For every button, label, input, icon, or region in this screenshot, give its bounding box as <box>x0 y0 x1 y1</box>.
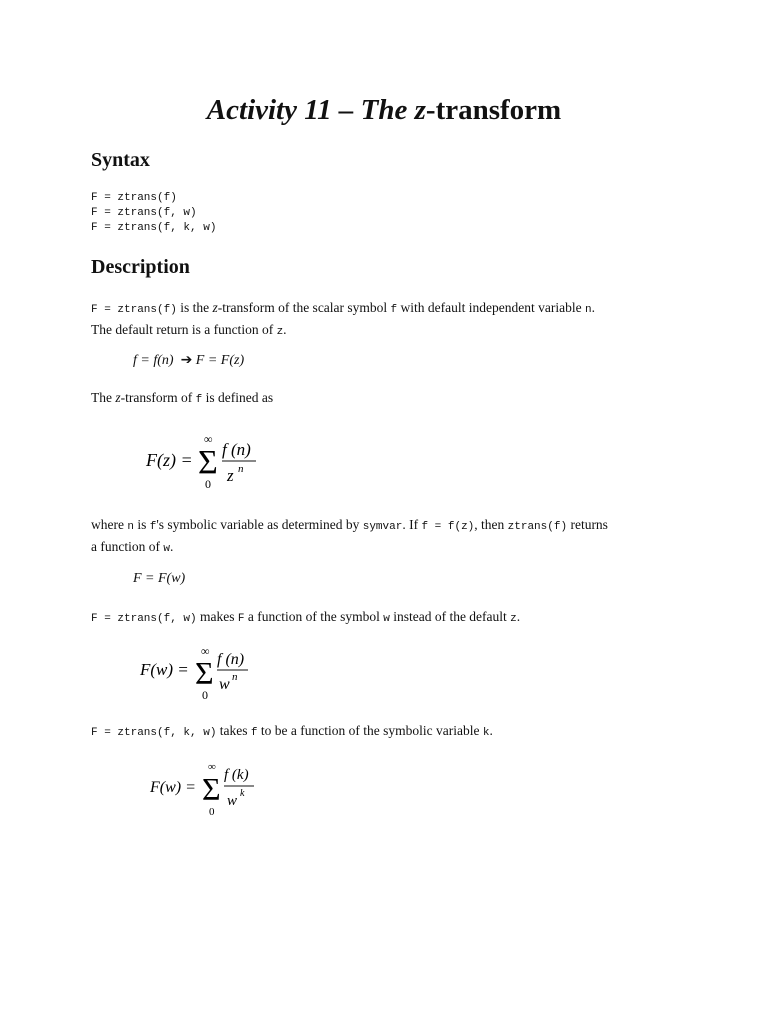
description-heading: Description <box>91 256 190 278</box>
code-inline: w <box>383 613 390 625</box>
formula-lhs: F(w) = <box>150 779 196 796</box>
description-paragraph-1 <box>91 298 691 342</box>
title-transform: -transform <box>425 94 562 126</box>
fraction-numerator: f (k) <box>224 767 249 783</box>
code-inline: k <box>482 727 490 739</box>
text: is the <box>176 300 213 315</box>
sum-upper-limit: ∞ <box>208 761 216 773</box>
text: a function of the symbol <box>244 609 384 624</box>
code-inline: f <box>250 727 258 739</box>
arrow-icon: ➔ <box>180 352 193 368</box>
text: takes <box>216 723 251 738</box>
fraction-denominator: z <box>227 466 234 485</box>
fraction-denominator: w <box>219 676 230 693</box>
code-inline: f <box>195 394 203 406</box>
fraction-numerator: f (n) <box>217 651 245 668</box>
ztransform-formula-w <box>134 642 274 708</box>
text: . <box>591 300 595 315</box>
text: where <box>91 517 128 532</box>
equation-fw: F = F(w) <box>133 571 186 586</box>
syntax-heading: Syntax <box>91 149 150 171</box>
description-paragraph-5 <box>91 721 691 743</box>
text: . <box>283 322 287 337</box>
text: a function of <box>91 539 164 554</box>
sigma-symbol: Σ <box>202 771 221 807</box>
equation-lhs: f = f(n) <box>133 353 174 368</box>
code-inline: F = ztrans(f, w) <box>91 613 197 625</box>
text: -transform of the scalar symbol <box>217 300 391 315</box>
syntax-line: F = ztrans(f, k, w) <box>91 222 217 234</box>
text: . <box>169 539 174 554</box>
text: . If <box>402 517 422 532</box>
text: to be a function of the symbolic variable <box>257 723 483 738</box>
code-inline: w <box>163 543 170 555</box>
code-inline: symvar <box>362 521 403 533</box>
sum-lower-limit: 0 <box>202 688 208 702</box>
text: returns <box>567 517 608 532</box>
sigma-symbol: Σ <box>198 444 218 481</box>
description-paragraph-2 <box>91 388 691 410</box>
ztransform-formula-k <box>144 757 284 823</box>
text: with default independent variable <box>397 300 585 315</box>
code-inline: F = ztrans(f, k, w) <box>91 727 217 739</box>
syntax-line: F = ztrans(f, w) <box>91 207 197 219</box>
sigma-symbol: Σ <box>195 655 214 691</box>
text: , then <box>474 517 508 532</box>
code-inline: n <box>127 521 134 533</box>
page-title <box>0 94 768 127</box>
text: -transform of <box>120 390 196 405</box>
text: is defined as <box>202 390 274 405</box>
text: . <box>516 609 521 624</box>
text: instead of the default <box>389 609 511 624</box>
equation-rhs: F = F(z) <box>195 353 245 368</box>
syntax-code-block <box>91 191 216 236</box>
text: The default return is a function of <box>91 322 277 337</box>
math-z: z <box>115 390 121 405</box>
code-inline: n <box>584 304 592 316</box>
text: The <box>91 390 116 405</box>
code-inline: ztrans(f) <box>507 521 568 533</box>
math-z: z <box>212 300 218 315</box>
fraction-denominator: w <box>227 793 238 809</box>
text: makes <box>196 609 238 624</box>
text: 's symbolic variable as determined by <box>156 517 363 532</box>
code-inline: f <box>390 304 398 316</box>
code-inline: F = ztrans(f) <box>91 304 177 316</box>
syntax-line: F = ztrans(f) <box>91 192 177 204</box>
code-inline: z <box>276 326 284 338</box>
ztransform-formula <box>140 430 280 496</box>
fraction-numerator: f (n) <box>222 440 251 459</box>
title-activity: Activity 11 – The <box>206 94 415 126</box>
text: . <box>489 723 493 738</box>
fraction-exponent: n <box>238 463 244 475</box>
code-inline: f <box>149 521 157 533</box>
sum-lower-limit: 0 <box>205 477 211 491</box>
description-paragraph-3 <box>91 515 691 559</box>
sum-upper-limit: ∞ <box>204 432 213 446</box>
code-inline: F <box>237 613 245 625</box>
formula-lhs: F(z) = <box>146 450 193 470</box>
sum-upper-limit: ∞ <box>201 644 210 658</box>
code-inline: f = f(z) <box>421 521 475 533</box>
description-paragraph-4 <box>91 607 691 629</box>
formula-lhs: F(w) = <box>140 660 189 679</box>
text: is <box>133 517 150 532</box>
title-z: z <box>414 94 426 126</box>
equation-mapping <box>133 352 244 369</box>
fraction-exponent: n <box>232 671 238 683</box>
sum-lower-limit: 0 <box>209 806 215 818</box>
fraction-exponent: k <box>240 788 245 799</box>
code-inline: z <box>510 613 517 625</box>
